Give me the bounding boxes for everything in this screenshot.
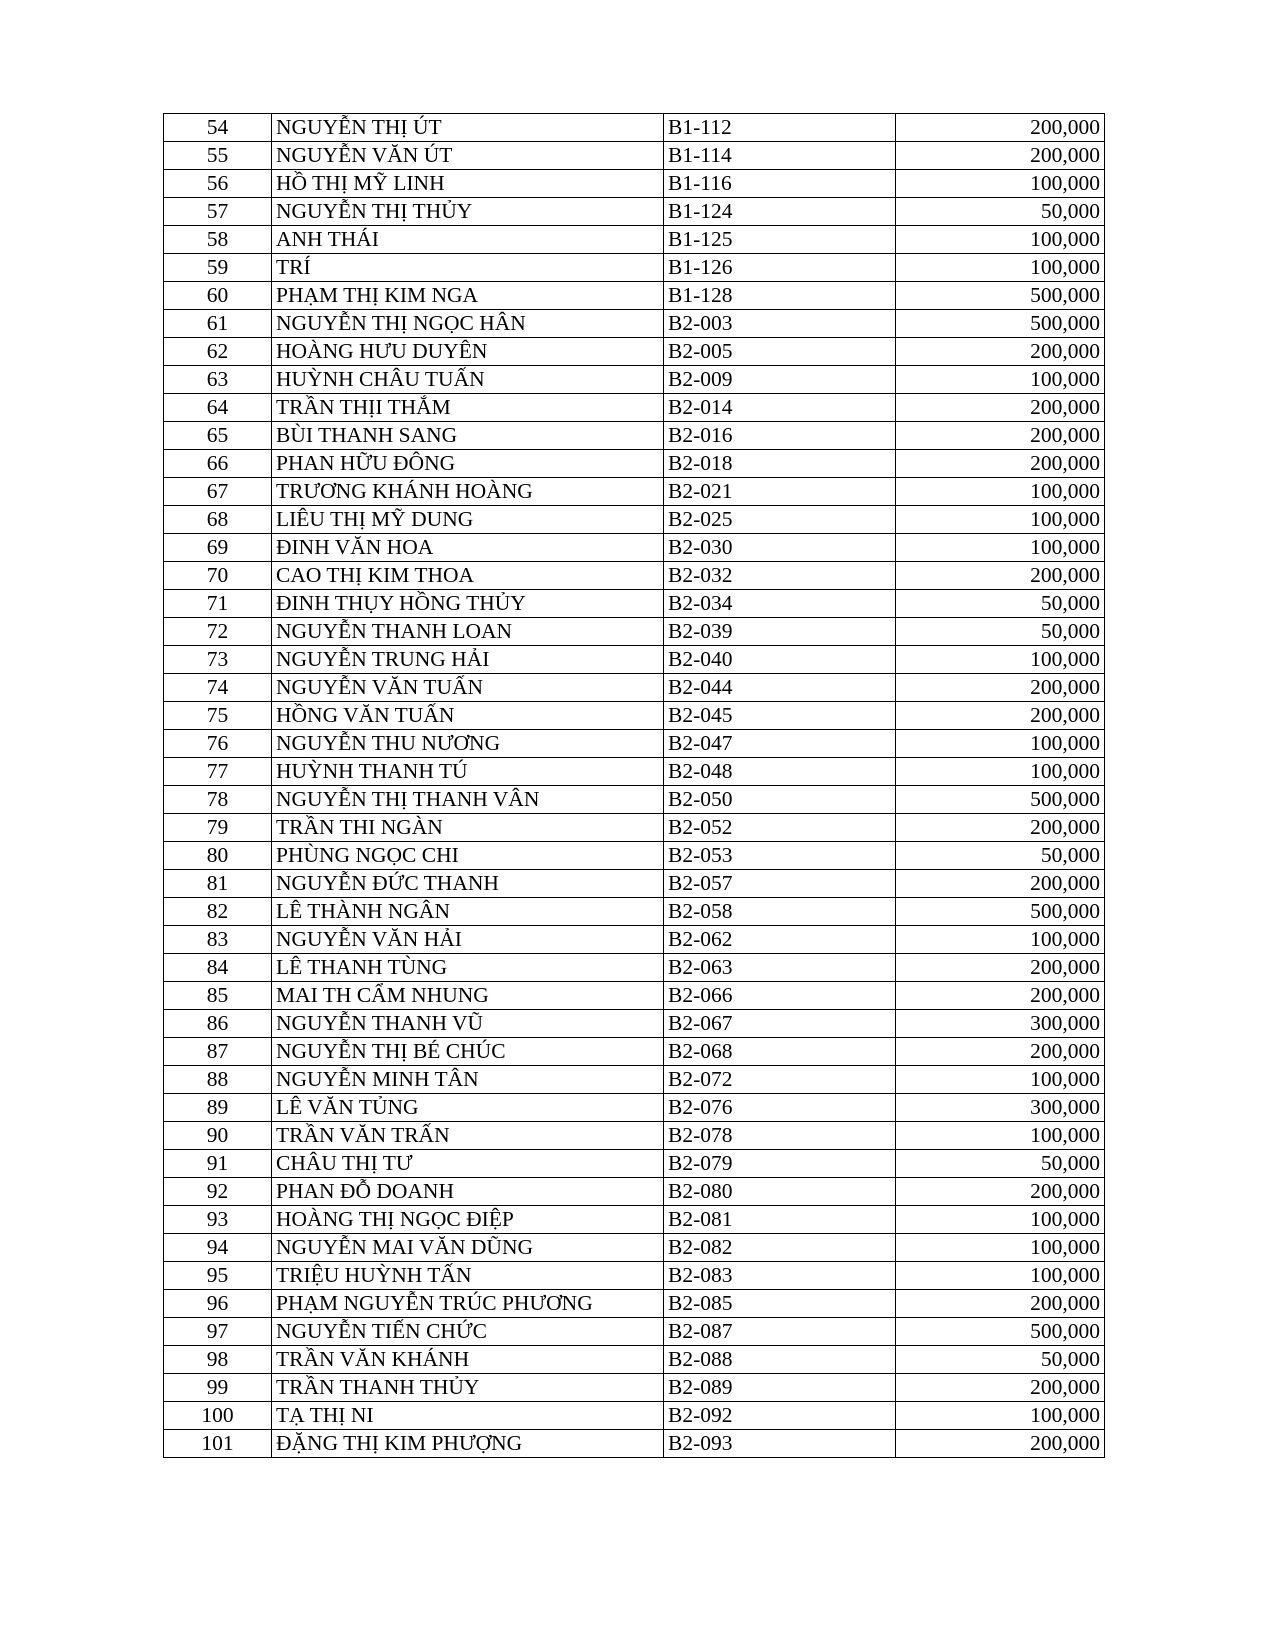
- donor-name-cell: LIÊU THỊ MỸ DUNG: [272, 506, 664, 534]
- row-number-cell: 71: [164, 590, 272, 618]
- unit-code-cell: B2-072: [664, 1066, 896, 1094]
- table-row: [164, 814, 1105, 842]
- row-number-cell: 97: [164, 1318, 272, 1346]
- unit-code-cell: B2-076: [664, 1094, 896, 1122]
- row-number-cell: 76: [164, 730, 272, 758]
- donor-name-cell: TRẦN VĂN TRẤN: [272, 1122, 664, 1150]
- row-number-cell: 60: [164, 282, 272, 310]
- amount-cell: 50,000: [896, 618, 1105, 646]
- table-row: [164, 674, 1105, 702]
- unit-code-cell: B2-021: [664, 478, 896, 506]
- unit-code-cell: B2-016: [664, 422, 896, 450]
- unit-code-cell: B1-128: [664, 282, 896, 310]
- amount-cell: 50,000: [896, 1346, 1105, 1374]
- amount-cell: 500,000: [896, 1318, 1105, 1346]
- row-number-cell: 100: [164, 1402, 272, 1430]
- unit-code-cell: B2-085: [664, 1290, 896, 1318]
- amount-cell: 200,000: [896, 1430, 1105, 1458]
- unit-code-cell: B2-053: [664, 842, 896, 870]
- unit-code-cell: B2-058: [664, 898, 896, 926]
- donor-name-cell: ĐẶNG THỊ KIM PHƯỢNG: [272, 1430, 664, 1458]
- row-number-cell: 86: [164, 1010, 272, 1038]
- amount-cell: 100,000: [896, 758, 1105, 786]
- table-row: [164, 842, 1105, 870]
- row-number-cell: 59: [164, 254, 272, 282]
- unit-code-cell: B2-005: [664, 338, 896, 366]
- row-number-cell: 80: [164, 842, 272, 870]
- donor-name-cell: HỒ THỊ MỸ LINH: [272, 170, 664, 198]
- table-row: [164, 338, 1105, 366]
- row-number-cell: 94: [164, 1234, 272, 1262]
- donor-name-cell: NGUYỄN ĐỨC THANH: [272, 870, 664, 898]
- unit-code-cell: B2-068: [664, 1038, 896, 1066]
- row-number-cell: 65: [164, 422, 272, 450]
- donor-name-cell: NGUYỄN THU NƯƠNG: [272, 730, 664, 758]
- donor-name-cell: NGUYỄN VĂN TUẤN: [272, 674, 664, 702]
- amount-cell: 50,000: [896, 842, 1105, 870]
- row-number-cell: 72: [164, 618, 272, 646]
- donor-name-cell: TRẦN THỊI THẮM: [272, 394, 664, 422]
- donor-name-cell: TRIỆU HUỲNH TẤN: [272, 1262, 664, 1290]
- donor-name-cell: LÊ VĂN TỦNG: [272, 1094, 664, 1122]
- donor-name-cell: HOÀNG HƯU DUYÊN: [272, 338, 664, 366]
- unit-code-cell: B2-044: [664, 674, 896, 702]
- table-row: [164, 562, 1105, 590]
- row-number-cell: 90: [164, 1122, 272, 1150]
- row-number-cell: 85: [164, 982, 272, 1010]
- donor-name-cell: HOÀNG THỊ NGỌC ĐIỆP: [272, 1206, 664, 1234]
- donor-table-body: [164, 114, 1105, 1458]
- unit-code-cell: B2-032: [664, 562, 896, 590]
- amount-cell: 100,000: [896, 1262, 1105, 1290]
- table-row: [164, 982, 1105, 1010]
- amount-cell: 200,000: [896, 114, 1105, 142]
- donor-table: [163, 113, 1105, 1458]
- amount-cell: 200,000: [896, 1038, 1105, 1066]
- donor-name-cell: NGUYỄN MINH TÂN: [272, 1066, 664, 1094]
- table-row: [164, 1234, 1105, 1262]
- donor-name-cell: NGUYỄN VĂN ÚT: [272, 142, 664, 170]
- unit-code-cell: B1-114: [664, 142, 896, 170]
- row-number-cell: 91: [164, 1150, 272, 1178]
- table-row: [164, 114, 1105, 142]
- amount-cell: 300,000: [896, 1094, 1105, 1122]
- amount-cell: 100,000: [896, 926, 1105, 954]
- unit-code-cell: B2-039: [664, 618, 896, 646]
- table-row: [164, 1290, 1105, 1318]
- unit-code-cell: B2-092: [664, 1402, 896, 1430]
- amount-cell: 200,000: [896, 562, 1105, 590]
- amount-cell: 100,000: [896, 478, 1105, 506]
- table-row: [164, 254, 1105, 282]
- table-row: [164, 226, 1105, 254]
- table-row: [164, 758, 1105, 786]
- donor-name-cell: CHÂU THỊ TƯ: [272, 1150, 664, 1178]
- amount-cell: 100,000: [896, 1122, 1105, 1150]
- table-row: [164, 198, 1105, 226]
- amount-cell: 100,000: [896, 226, 1105, 254]
- donor-name-cell: MAI TH CẨM NHUNG: [272, 982, 664, 1010]
- unit-code-cell: B2-080: [664, 1178, 896, 1206]
- amount-cell: 100,000: [896, 534, 1105, 562]
- donor-name-cell: ĐINH THỤY HỒNG THỦY: [272, 590, 664, 618]
- row-number-cell: 61: [164, 310, 272, 338]
- amount-cell: 200,000: [896, 954, 1105, 982]
- unit-code-cell: B1-124: [664, 198, 896, 226]
- donor-name-cell: NGUYỄN THỊ BÉ CHÚC: [272, 1038, 664, 1066]
- donor-name-cell: CAO THỊ KIM THOA: [272, 562, 664, 590]
- unit-code-cell: B2-014: [664, 394, 896, 422]
- unit-code-cell: B2-079: [664, 1150, 896, 1178]
- row-number-cell: 87: [164, 1038, 272, 1066]
- unit-code-cell: B1-125: [664, 226, 896, 254]
- donor-name-cell: ĐINH VĂN HOA: [272, 534, 664, 562]
- row-number-cell: 70: [164, 562, 272, 590]
- unit-code-cell: B2-045: [664, 702, 896, 730]
- table-row: [164, 506, 1105, 534]
- table-row: [164, 926, 1105, 954]
- donor-name-cell: TRẦN THANH THỦY: [272, 1374, 664, 1402]
- row-number-cell: 57: [164, 198, 272, 226]
- donor-name-cell: HỒNG VĂN TUẤN: [272, 702, 664, 730]
- unit-code-cell: B1-112: [664, 114, 896, 142]
- table-row: [164, 1094, 1105, 1122]
- table-row: [164, 1206, 1105, 1234]
- amount-cell: 200,000: [896, 982, 1105, 1010]
- row-number-cell: 55: [164, 142, 272, 170]
- amount-cell: 500,000: [896, 282, 1105, 310]
- donor-name-cell: PHÙNG NGỌC CHI: [272, 842, 664, 870]
- table-row: [164, 590, 1105, 618]
- amount-cell: 50,000: [896, 198, 1105, 226]
- donor-name-cell: NGUYỄN TIẾN CHỨC: [272, 1318, 664, 1346]
- amount-cell: 500,000: [896, 898, 1105, 926]
- unit-code-cell: B2-040: [664, 646, 896, 674]
- donor-name-cell: NGUYỄN MAI VĂN DŨNG: [272, 1234, 664, 1262]
- table-row: [164, 702, 1105, 730]
- donor-name-cell: NGUYỄN THỊ NGỌC HÂN: [272, 310, 664, 338]
- donor-name-cell: PHAN HỮU ĐÔNG: [272, 450, 664, 478]
- row-number-cell: 81: [164, 870, 272, 898]
- donor-name-cell: PHẠM THỊ KIM NGA: [272, 282, 664, 310]
- table-row: [164, 282, 1105, 310]
- table-row: [164, 786, 1105, 814]
- donor-name-cell: NGUYỄN VĂN HẢI: [272, 926, 664, 954]
- row-number-cell: 74: [164, 674, 272, 702]
- unit-code-cell: B2-030: [664, 534, 896, 562]
- donor-name-cell: NGUYỄN THỊ THỦY: [272, 198, 664, 226]
- donor-name-cell: HUỲNH THANH TÚ: [272, 758, 664, 786]
- unit-code-cell: B2-047: [664, 730, 896, 758]
- row-number-cell: 93: [164, 1206, 272, 1234]
- row-number-cell: 69: [164, 534, 272, 562]
- donor-name-cell: TRÍ: [272, 254, 664, 282]
- amount-cell: 100,000: [896, 1066, 1105, 1094]
- table-row: [164, 394, 1105, 422]
- donor-name-cell: NGUYỄN THANH LOAN: [272, 618, 664, 646]
- unit-code-cell: B2-082: [664, 1234, 896, 1262]
- amount-cell: 200,000: [896, 422, 1105, 450]
- unit-code-cell: B1-116: [664, 170, 896, 198]
- table-row: [164, 1010, 1105, 1038]
- donor-name-cell: NGUYỄN THANH VŨ: [272, 1010, 664, 1038]
- amount-cell: 50,000: [896, 590, 1105, 618]
- amount-cell: 200,000: [896, 394, 1105, 422]
- table-row: [164, 422, 1105, 450]
- unit-code-cell: B2-078: [664, 1122, 896, 1150]
- row-number-cell: 88: [164, 1066, 272, 1094]
- row-number-cell: 73: [164, 646, 272, 674]
- donor-name-cell: LÊ THANH TÙNG: [272, 954, 664, 982]
- unit-code-cell: B2-083: [664, 1262, 896, 1290]
- amount-cell: 50,000: [896, 1150, 1105, 1178]
- row-number-cell: 84: [164, 954, 272, 982]
- table-row: [164, 1178, 1105, 1206]
- unit-code-cell: B2-057: [664, 870, 896, 898]
- amount-cell: 200,000: [896, 1178, 1105, 1206]
- row-number-cell: 98: [164, 1346, 272, 1374]
- unit-code-cell: B2-003: [664, 310, 896, 338]
- row-number-cell: 64: [164, 394, 272, 422]
- table-row: [164, 1346, 1105, 1374]
- donor-name-cell: LÊ THÀNH NGÂN: [272, 898, 664, 926]
- unit-code-cell: B2-063: [664, 954, 896, 982]
- unit-code-cell: B2-062: [664, 926, 896, 954]
- unit-code-cell: B2-067: [664, 1010, 896, 1038]
- row-number-cell: 67: [164, 478, 272, 506]
- row-number-cell: 79: [164, 814, 272, 842]
- amount-cell: 200,000: [896, 1290, 1105, 1318]
- unit-code-cell: B2-087: [664, 1318, 896, 1346]
- unit-code-cell: B2-050: [664, 786, 896, 814]
- unit-code-cell: B2-088: [664, 1346, 896, 1374]
- row-number-cell: 101: [164, 1430, 272, 1458]
- amount-cell: 100,000: [896, 506, 1105, 534]
- amount-cell: 200,000: [896, 702, 1105, 730]
- table-row: [164, 730, 1105, 758]
- row-number-cell: 75: [164, 702, 272, 730]
- table-row: [164, 534, 1105, 562]
- row-number-cell: 63: [164, 366, 272, 394]
- donor-name-cell: ANH THÁI: [272, 226, 664, 254]
- donor-name-cell: TẠ THỊ NI: [272, 1402, 664, 1430]
- unit-code-cell: B2-093: [664, 1430, 896, 1458]
- row-number-cell: 77: [164, 758, 272, 786]
- unit-code-cell: B2-025: [664, 506, 896, 534]
- amount-cell: 100,000: [896, 646, 1105, 674]
- table-row: [164, 898, 1105, 926]
- table-row: [164, 1038, 1105, 1066]
- table-row: [164, 1402, 1105, 1430]
- table-row: [164, 450, 1105, 478]
- donor-name-cell: PHẠM NGUYỄN TRÚC PHƯƠNG: [272, 1290, 664, 1318]
- amount-cell: 200,000: [896, 674, 1105, 702]
- donor-name-cell: TRẦN VĂN KHÁNH: [272, 1346, 664, 1374]
- row-number-cell: 83: [164, 926, 272, 954]
- donor-name-cell: BÙI THANH SANG: [272, 422, 664, 450]
- donor-name-cell: NGUYỄN TRUNG HẢI: [272, 646, 664, 674]
- donor-name-cell: PHAN ĐỖ DOANH: [272, 1178, 664, 1206]
- table-row: [164, 646, 1105, 674]
- amount-cell: 200,000: [896, 1374, 1105, 1402]
- row-number-cell: 82: [164, 898, 272, 926]
- amount-cell: 200,000: [896, 338, 1105, 366]
- table-row: [164, 618, 1105, 646]
- amount-cell: 200,000: [896, 814, 1105, 842]
- table-row: [164, 954, 1105, 982]
- table-row: [164, 1066, 1105, 1094]
- donor-name-cell: NGUYỄN THỊ ÚT: [272, 114, 664, 142]
- row-number-cell: 62: [164, 338, 272, 366]
- amount-cell: 100,000: [896, 1234, 1105, 1262]
- row-number-cell: 58: [164, 226, 272, 254]
- amount-cell: 200,000: [896, 870, 1105, 898]
- amount-cell: 100,000: [896, 730, 1105, 758]
- row-number-cell: 66: [164, 450, 272, 478]
- amount-cell: 100,000: [896, 1206, 1105, 1234]
- table-row: [164, 1150, 1105, 1178]
- row-number-cell: 68: [164, 506, 272, 534]
- table-row: [164, 366, 1105, 394]
- table-row: [164, 170, 1105, 198]
- row-number-cell: 95: [164, 1262, 272, 1290]
- row-number-cell: 99: [164, 1374, 272, 1402]
- amount-cell: 100,000: [896, 1402, 1105, 1430]
- unit-code-cell: B2-048: [664, 758, 896, 786]
- table-row: [164, 478, 1105, 506]
- table-row: [164, 1122, 1105, 1150]
- row-number-cell: 56: [164, 170, 272, 198]
- table-row: [164, 870, 1105, 898]
- unit-code-cell: B2-081: [664, 1206, 896, 1234]
- donor-name-cell: HUỲNH CHÂU TUẤN: [272, 366, 664, 394]
- unit-code-cell: B2-009: [664, 366, 896, 394]
- table-row: [164, 1374, 1105, 1402]
- row-number-cell: 78: [164, 786, 272, 814]
- row-number-cell: 92: [164, 1178, 272, 1206]
- row-number-cell: 54: [164, 114, 272, 142]
- amount-cell: 200,000: [896, 450, 1105, 478]
- table-row: [164, 1430, 1105, 1458]
- donor-name-cell: NGUYỄN THỊ THANH VÂN: [272, 786, 664, 814]
- donor-name-cell: TRẦN THI NGÀN: [272, 814, 664, 842]
- unit-code-cell: B2-089: [664, 1374, 896, 1402]
- unit-code-cell: B2-052: [664, 814, 896, 842]
- amount-cell: 500,000: [896, 310, 1105, 338]
- unit-code-cell: B2-034: [664, 590, 896, 618]
- unit-code-cell: B2-066: [664, 982, 896, 1010]
- amount-cell: 300,000: [896, 1010, 1105, 1038]
- amount-cell: 500,000: [896, 786, 1105, 814]
- table-row: [164, 1262, 1105, 1290]
- amount-cell: 200,000: [896, 142, 1105, 170]
- amount-cell: 100,000: [896, 170, 1105, 198]
- amount-cell: 100,000: [896, 254, 1105, 282]
- table-row: [164, 1318, 1105, 1346]
- row-number-cell: 89: [164, 1094, 272, 1122]
- table-row: [164, 310, 1105, 338]
- amount-cell: 100,000: [896, 366, 1105, 394]
- unit-code-cell: B1-126: [664, 254, 896, 282]
- table-row: [164, 142, 1105, 170]
- donor-name-cell: TRƯƠNG KHÁNH HOÀNG: [272, 478, 664, 506]
- unit-code-cell: B2-018: [664, 450, 896, 478]
- row-number-cell: 96: [164, 1290, 272, 1318]
